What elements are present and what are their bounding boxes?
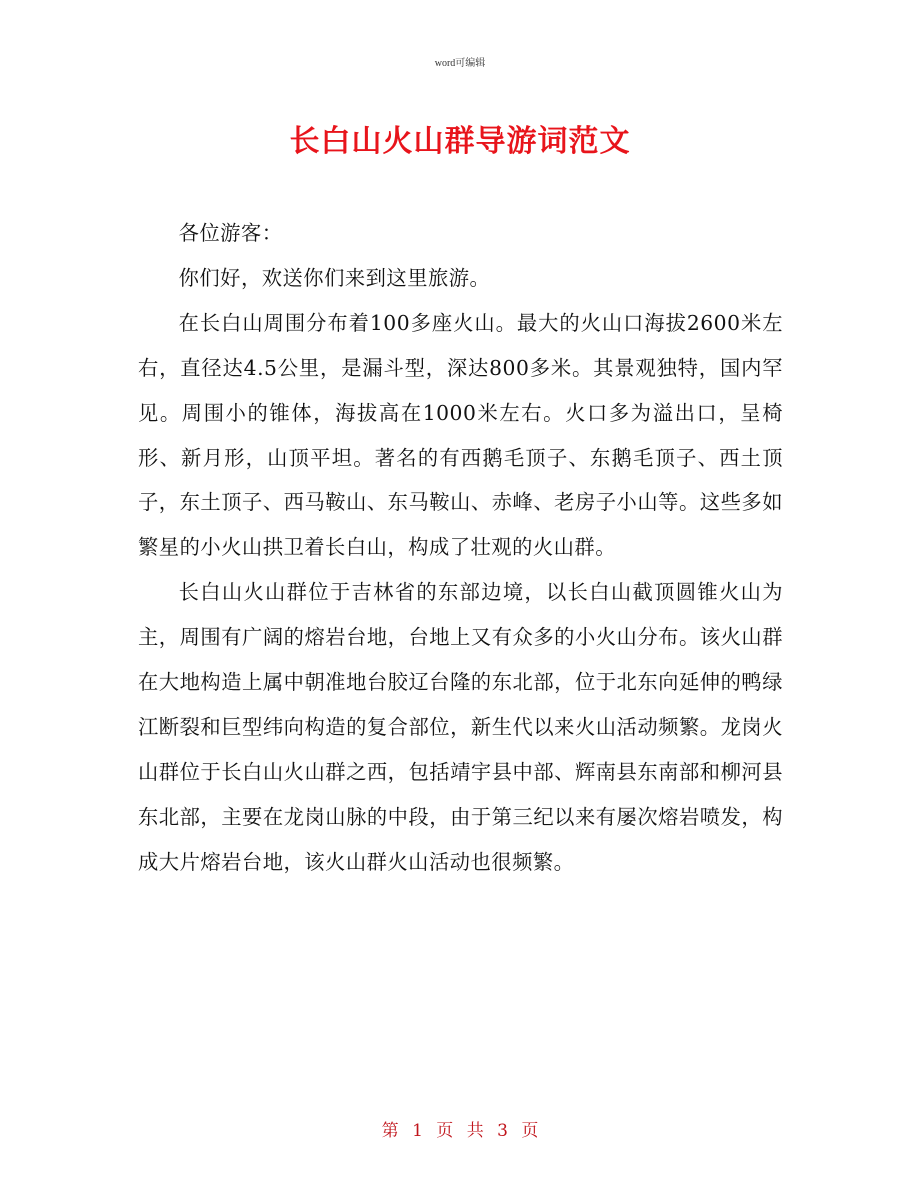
body-paragraph: 长白山火山群位于吉林省的东部边境，以长白山截顶圆锥火山为主，周围有广阔的熔岩台地，台地上又有众多的小火山分布。该火山群在大地构造上属中朝准地台胶辽台隆的东北部，位于北东向延伸的鸭绿江断裂和巨型纬向构造的复合部位，新生代以来火山活动频繁。龙岗火山群位于长白山火山群之西，包括靖宇县中部、辉南县东南部和柳河县东北部，主要在龙岗山脉的中段，由于第三纪以来有屡次熔岩喷发，构成大片熔岩台地，该火山群火山活动也很频繁。 [138,580,783,874]
greeting-paragraph: 各位游客： [178,221,283,245]
header-note: word可编辑 [434,58,486,69]
document-title: 长白山火山群导游词范文 [289,124,631,159]
document-body [138,211,783,885]
body-paragraph: 在长白山周围分布着100多座火山。最大的火山口海拔2600米左右，直径达4.5公里，是漏斗型，深达800多米。其景观独特，国内罕见。周围小的锥体，海拔高在1000米左右。火口多为溢出口，呈椅形、新月形，山顶平坦。著名的有西鹅毛顶子、东鹅毛顶子、西土顶子，东土顶子、西马鞍山、东马鞍山、赤峰、老房子小山等。这些多如繁星的小火山拱卫着长白山，构成了壮观的火山群。 [138,310,783,560]
welcome-paragraph: 你们好，欢送你们来到这里旅游。 [178,265,491,290]
page-number-footer: 第 1 页 共 3 页 [381,1121,539,1141]
